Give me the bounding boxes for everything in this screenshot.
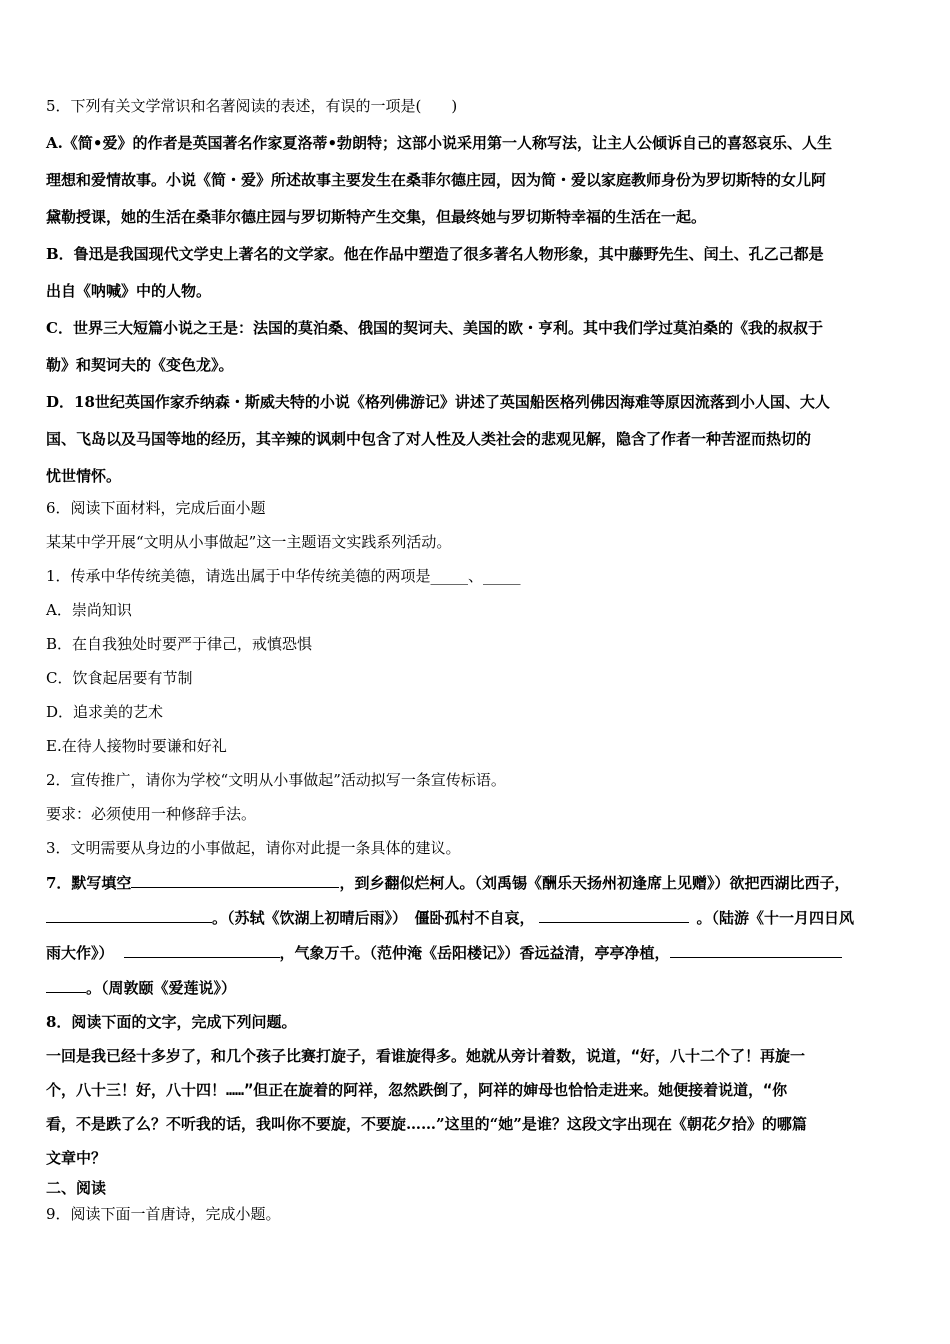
- choice-b: B．在自我独处时要严于律己，戒慎恐惧: [46, 635, 313, 653]
- question-6-intro: 某某中学开展“文明从小事做起”这一主题语文实践系列活动。: [46, 533, 452, 551]
- option-a-line: 理想和爱情故事。小说《简・爱》所述故事主要发生在桑菲尔德庄园，因为简・爱以家庭教师身份为罗切斯特的女儿阿: [46, 171, 827, 189]
- question-7-text: 雨大作》）: [46, 944, 114, 962]
- question-7-line: [46, 907, 908, 928]
- answer-blank: [670, 942, 842, 958]
- question-8: [46, 1012, 908, 1168]
- question-5-stem: 5．下列有关文学常识和名著阅读的表述，有误的一项是( ): [46, 97, 458, 115]
- option-b-line: 出自《呐喊》中的人物。: [46, 282, 212, 300]
- question-7: [46, 872, 908, 998]
- question-8-stem: 8．阅读下面的文字，完成下列问题。: [46, 1013, 297, 1031]
- answer-blank: [46, 977, 86, 993]
- sub-question-2: 2．宣传推广，请你为学校“文明从小事做起”活动拟写一条宣传标语。: [46, 771, 506, 789]
- passage-line: 文章中？: [46, 1149, 107, 1167]
- option-d-line: 国、飞岛以及马国等地的经历，其辛辣的讽刺中包含了对人性及人类社会的悲观见解，隐含了作者一种苦涩而热切的: [46, 430, 812, 448]
- option-a-line: A.《简•爱》的作者是英国著名作家夏洛蒂•勃朗特；这部小说采用第一人称写法，让主人公倾诉自己的喜怒哀乐、人生: [46, 134, 833, 152]
- choice-e: E.在待人接物时要谦和好礼: [46, 737, 227, 755]
- passage-line: 一回是我已经十多岁了，和几个孩子比赛打旋子，看谁旋得多。她就从旁计着数，说道，“好，八十二个了！再旋一: [46, 1047, 806, 1065]
- question-7-label: 7．默写填空: [46, 874, 132, 892]
- question-7-text: 。（苏轼《饮湖上初晴后雨》） 僵卧孤村不自哀，: [212, 909, 535, 927]
- section-reading: [46, 1178, 908, 1224]
- option-d-line: D．18世纪英国作家乔纳森・斯威夫特的小说《格列佛游记》讲述了英国船医格列佛因海难等原因流落到小人国、大人: [46, 393, 830, 411]
- question-7-text: ，到乡翻似烂柯人。（刘禹锡《酬乐天扬州初逢席上见赠》）欲把西湖比西子，: [339, 874, 850, 892]
- answer-blank: [46, 907, 212, 923]
- choice-d: D．追求美的艺术: [46, 703, 164, 721]
- answer-blank: [131, 872, 339, 888]
- answer-blank: [539, 907, 689, 923]
- document-page: [46, 96, 908, 1224]
- option-a-line: 黛勒授课，她的生活在桑菲尔德庄园与罗切斯特产生交集，但最终她与罗切斯特幸福的生活在一起。: [46, 208, 707, 226]
- question-5: [46, 96, 908, 486]
- question-9-stem: 9．阅读下面一首唐诗，完成小题。: [46, 1205, 281, 1223]
- sub-question-3: 3．文明需要从身边的小事做起，请你对此提一条具体的建议。: [46, 839, 461, 857]
- passage-line: 看，不是跌了么？不听我的话，我叫你不要旋，不要旋……”这里的“她”是谁？这段文字出现在《朝花夕拾》的哪篇: [46, 1115, 807, 1133]
- option-c-line: 勒》和契诃夫的《变色龙》。: [46, 356, 234, 374]
- question-7-line: [46, 872, 908, 893]
- choice-a: A．崇尚知识: [46, 601, 132, 619]
- question-6-stem: 6．阅读下面材料，完成后面小题: [46, 499, 266, 517]
- option-d-line: 忧世情怀。: [46, 467, 122, 485]
- choice-c: C．饮食起居要有节制: [46, 669, 193, 687]
- answer-blank: [124, 942, 280, 958]
- question-7-text: 。（陆游《十一月四日风: [696, 909, 855, 927]
- question-7-text: 。（周敦颐《爱莲说》）: [86, 979, 237, 997]
- question-6: [46, 498, 908, 858]
- option-b-line: B．鲁迅是我国现代文学史上著名的文学家。他在作品中塑造了很多著名人物形象，其中藤野先生、闰土、孔乙己都是: [46, 245, 824, 263]
- option-c-line: C．世界三大短篇小说之王是：法国的莫泊桑、俄国的契诃夫、美国的欧・亨利。其中我们学过莫泊桑的《我的叔叔于: [46, 319, 823, 337]
- question-7-line: [46, 977, 908, 998]
- passage-line: 个，八十三！好，八十四！……”但正在旋着的阿祥，忽然跌倒了，阿祥的婶母也恰恰走进来。她便接着说道，“你: [46, 1081, 788, 1099]
- question-7-line: [46, 942, 908, 963]
- section-title: 二、阅读: [46, 1179, 107, 1197]
- sub-question-1: 1．传承中华传统美德，请选出属于中华传统美德的两项是_____、_____: [46, 567, 521, 585]
- requirement: 要求：必须使用一种修辞手法。: [46, 805, 257, 823]
- question-7-text: ，气象万千。（范仲淹《岳阳楼记》）香远益清，亭亭净植，: [279, 944, 670, 962]
